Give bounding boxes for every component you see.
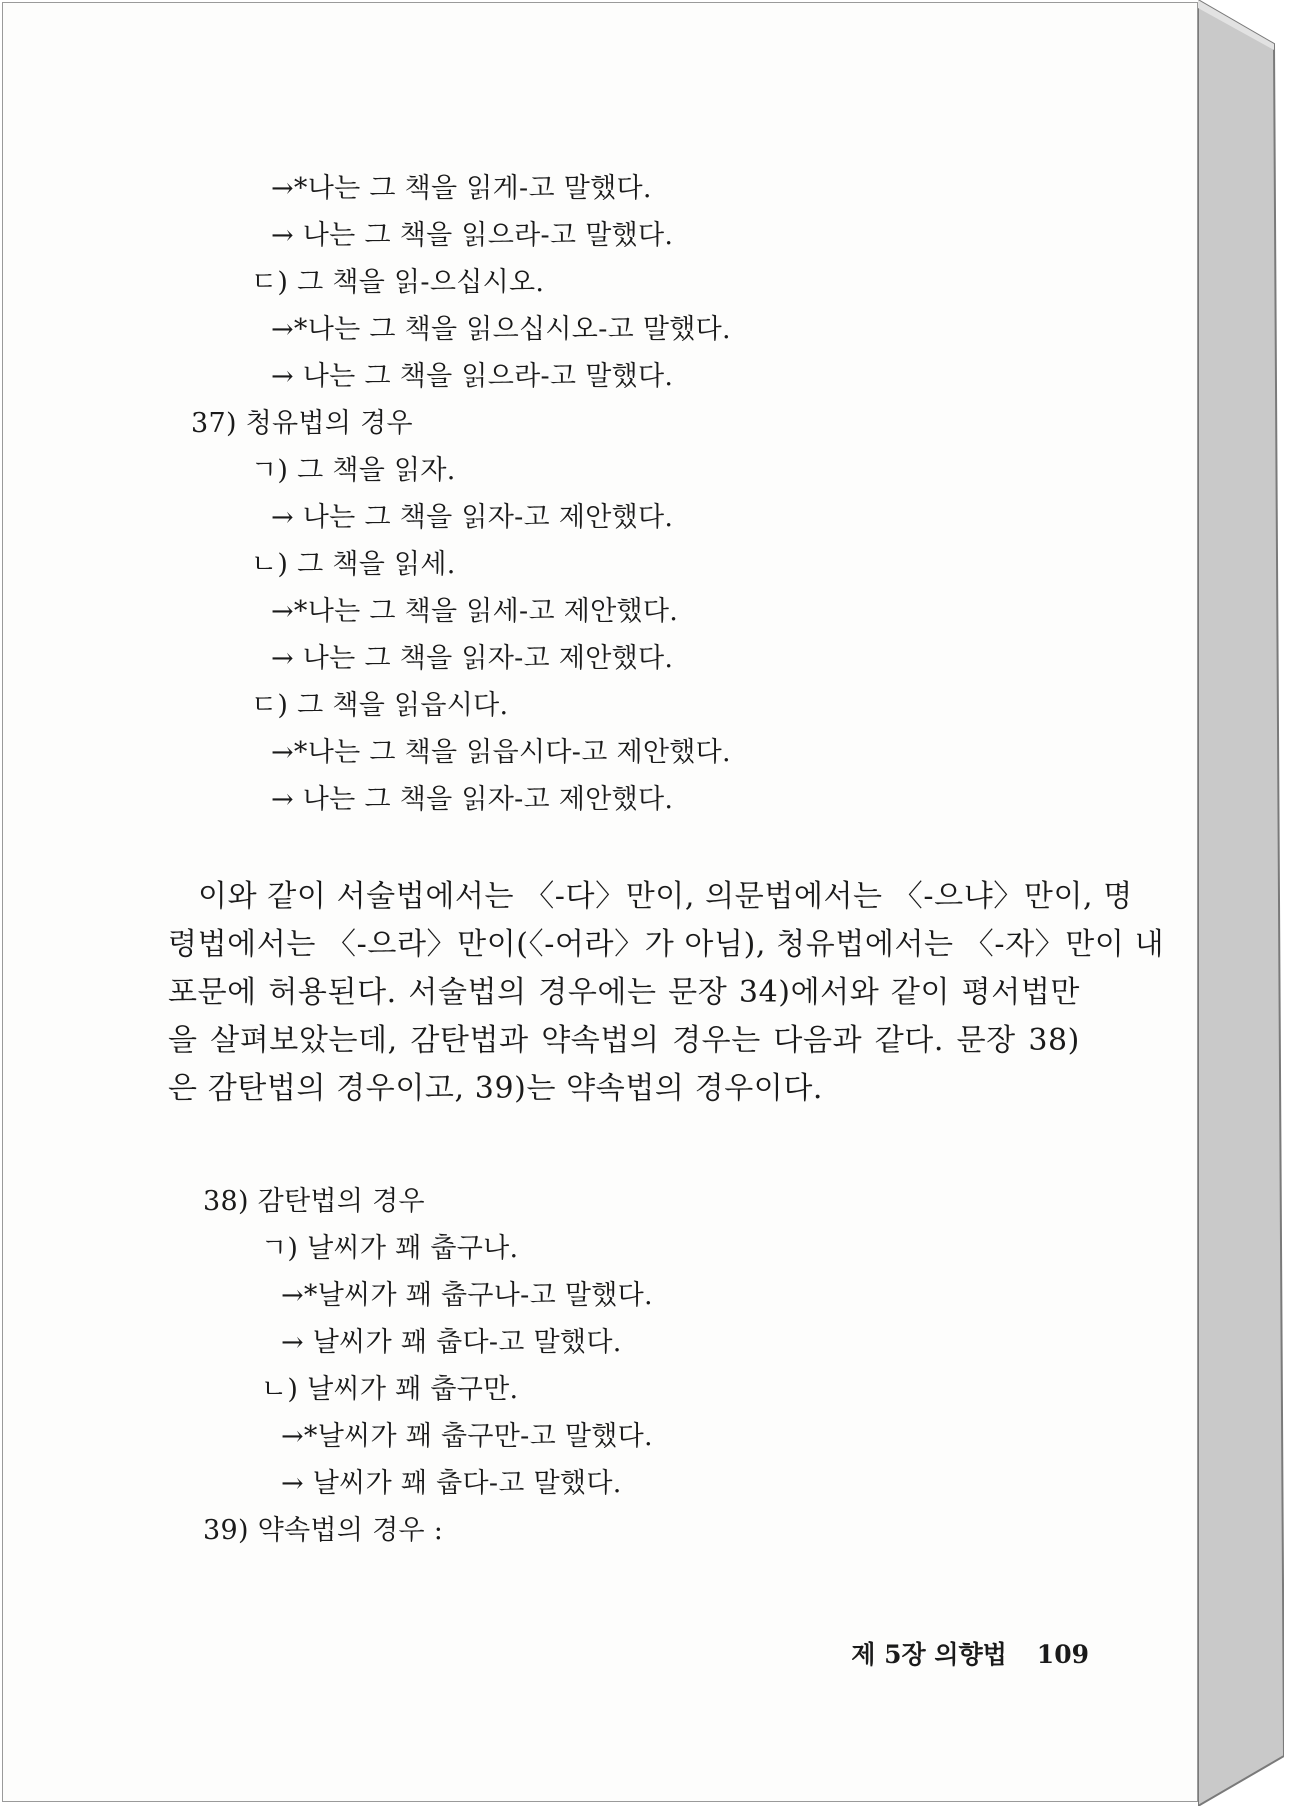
example-line: → 나는 그 책을 읽자-고 제안했다. [271, 502, 674, 533]
paragraph-line: 을 살펴보았는데, 감탄법과 약속법의 경우는 다음과 같다. 문장 38) [168, 1023, 1080, 1058]
example-line: →*나는 그 책을 읽게-고 말했다. [271, 173, 652, 204]
page-number: 109 [1036, 1640, 1089, 1669]
example-line: → 나는 그 책을 읽자-고 제안했다. [271, 643, 674, 674]
chapter-title: 제 5장 의향법 [851, 1640, 1007, 1669]
example-label: ㄱ) 그 책을 읽자. [251, 455, 456, 486]
example-heading: 37) 청유법의 경우 [191, 408, 413, 439]
example-line: →*나는 그 책을 읽세-고 제안했다. [271, 596, 679, 627]
example-label: ㄱ) 날씨가 꽤 춥구나. [261, 1233, 519, 1264]
example-line: → 나는 그 책을 읽으라-고 말했다. [271, 220, 674, 251]
example-label: ㄴ) 그 책을 읽세. [251, 549, 456, 580]
example-line: → 나는 그 책을 읽자-고 제안했다. [271, 784, 674, 815]
example-line: →*날씨가 꽤 춥구만-고 말했다. [281, 1421, 653, 1452]
body-paragraph [168, 873, 1165, 1113]
page-footer [799, 1606, 1089, 1700]
paragraph-line: 령법에서는 〈-으라〉만이(〈-어라〉가 아님), 청유법에서는 〈-자〉만이 내 [168, 927, 1165, 962]
example-line: → 날씨가 꽤 춥다-고 말했다. [281, 1327, 622, 1358]
example-heading: 39) 약속법의 경우 : [203, 1515, 444, 1546]
example-line: → 나는 그 책을 읽으라-고 말했다. [271, 361, 674, 392]
paragraph-line: 은 감탄법의 경우이고, 39)는 약속법의 경우이다. [168, 1071, 824, 1106]
book-edge [1198, 0, 1284, 1806]
example-line: → 날씨가 꽤 춥다-고 말했다. [281, 1468, 622, 1499]
example-label: ㄷ) 그 책을 읽읍시다. [251, 690, 509, 721]
paragraph-line: 이와 같이 서술법에서는 〈-다〉만이, 의문법에서는 〈-으냐〉만이, 명 [198, 879, 1133, 914]
example-label: ㄴ) 날씨가 꽤 춥구만. [261, 1374, 519, 1405]
paragraph-line: 포문에 허용된다. 서술법의 경우에는 문장 34)에서와 같이 평서법만 [168, 975, 1080, 1010]
example-line: →*나는 그 책을 읽으십시오-고 말했다. [271, 314, 731, 345]
page-content [3, 3, 1199, 1803]
example-label: ㄷ) 그 책을 읽-으십시오. [251, 267, 545, 298]
example-line: →*날씨가 꽤 춥구나-고 말했다. [281, 1280, 653, 1311]
book-page [2, 2, 1198, 1802]
example-line: →*나는 그 책을 읽읍시다-고 제안했다. [271, 737, 731, 768]
example-heading: 38) 감탄법의 경우 [203, 1186, 425, 1217]
